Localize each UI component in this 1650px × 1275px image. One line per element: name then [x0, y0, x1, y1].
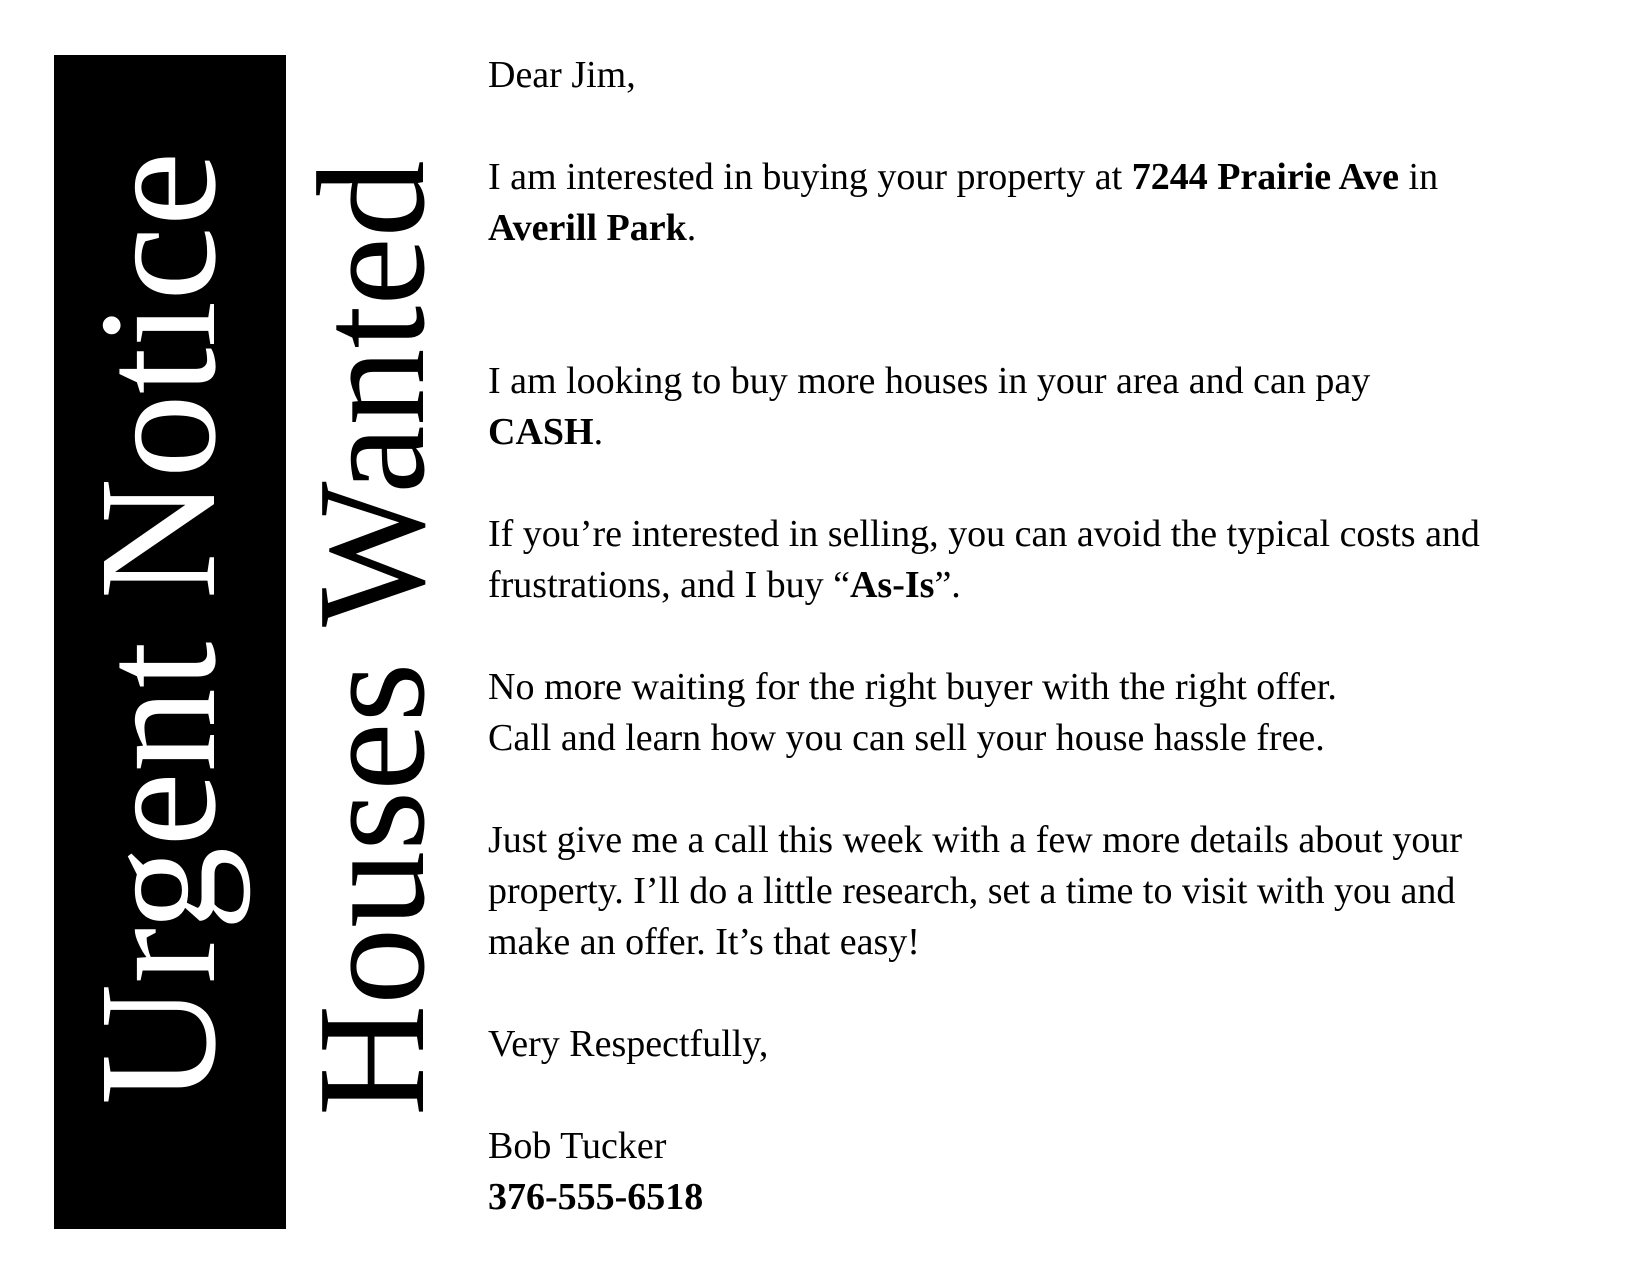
as-is-emphasis: As-Is — [849, 564, 935, 606]
property-address: 7244 Prairie Ave — [1131, 156, 1400, 198]
waiting-paragraph — [488, 662, 1628, 764]
selling-text-line2: frustrations, and I buy “ — [488, 564, 850, 606]
urgent-notice-heading: Urgent Notice — [65, 151, 251, 1105]
letter-body — [488, 50, 1628, 1223]
closing: Very Respectfully, — [488, 1023, 769, 1065]
selling-suffix: ”. — [934, 564, 961, 606]
intro-text: I am interested in buying your property at — [488, 156, 1132, 198]
cash-emphasis: CASH — [488, 411, 594, 453]
call-line1: Just give me a call this week with a few more details about your — [488, 819, 1463, 861]
houses-wanted-heading: Houses Wanted — [287, 160, 457, 1116]
area-paragraph — [488, 356, 1628, 458]
waiting-line1: No more waiting for the right buyer with the right offer. — [488, 666, 1337, 708]
intro-period: . — [686, 207, 697, 249]
waiting-line2: Call and learn how you can sell your house hassle free. — [488, 717, 1325, 759]
signer-name: Bob Tucker — [488, 1125, 667, 1167]
property-city: Averill Park — [488, 207, 687, 249]
call-line3: make an offer. It’s that easy! — [488, 921, 920, 963]
signature-block — [488, 1121, 1628, 1223]
greeting: Dear Jim, — [488, 54, 636, 96]
intro-in-text: in — [1399, 156, 1439, 198]
call-paragraph — [488, 815, 1628, 968]
phone-number: 376-555-6518 — [488, 1176, 704, 1218]
intro-paragraph — [488, 152, 1628, 254]
selling-paragraph — [488, 509, 1628, 611]
selling-text-line1: If you’re interested in selling, you can avoid the typical costs and — [488, 513, 1480, 555]
area-period: . — [593, 411, 604, 453]
area-text: I am looking to buy more houses in your area and can pay — [488, 360, 1371, 402]
call-line2: property. I’ll do a little research, set a time to visit with you and — [488, 870, 1456, 912]
